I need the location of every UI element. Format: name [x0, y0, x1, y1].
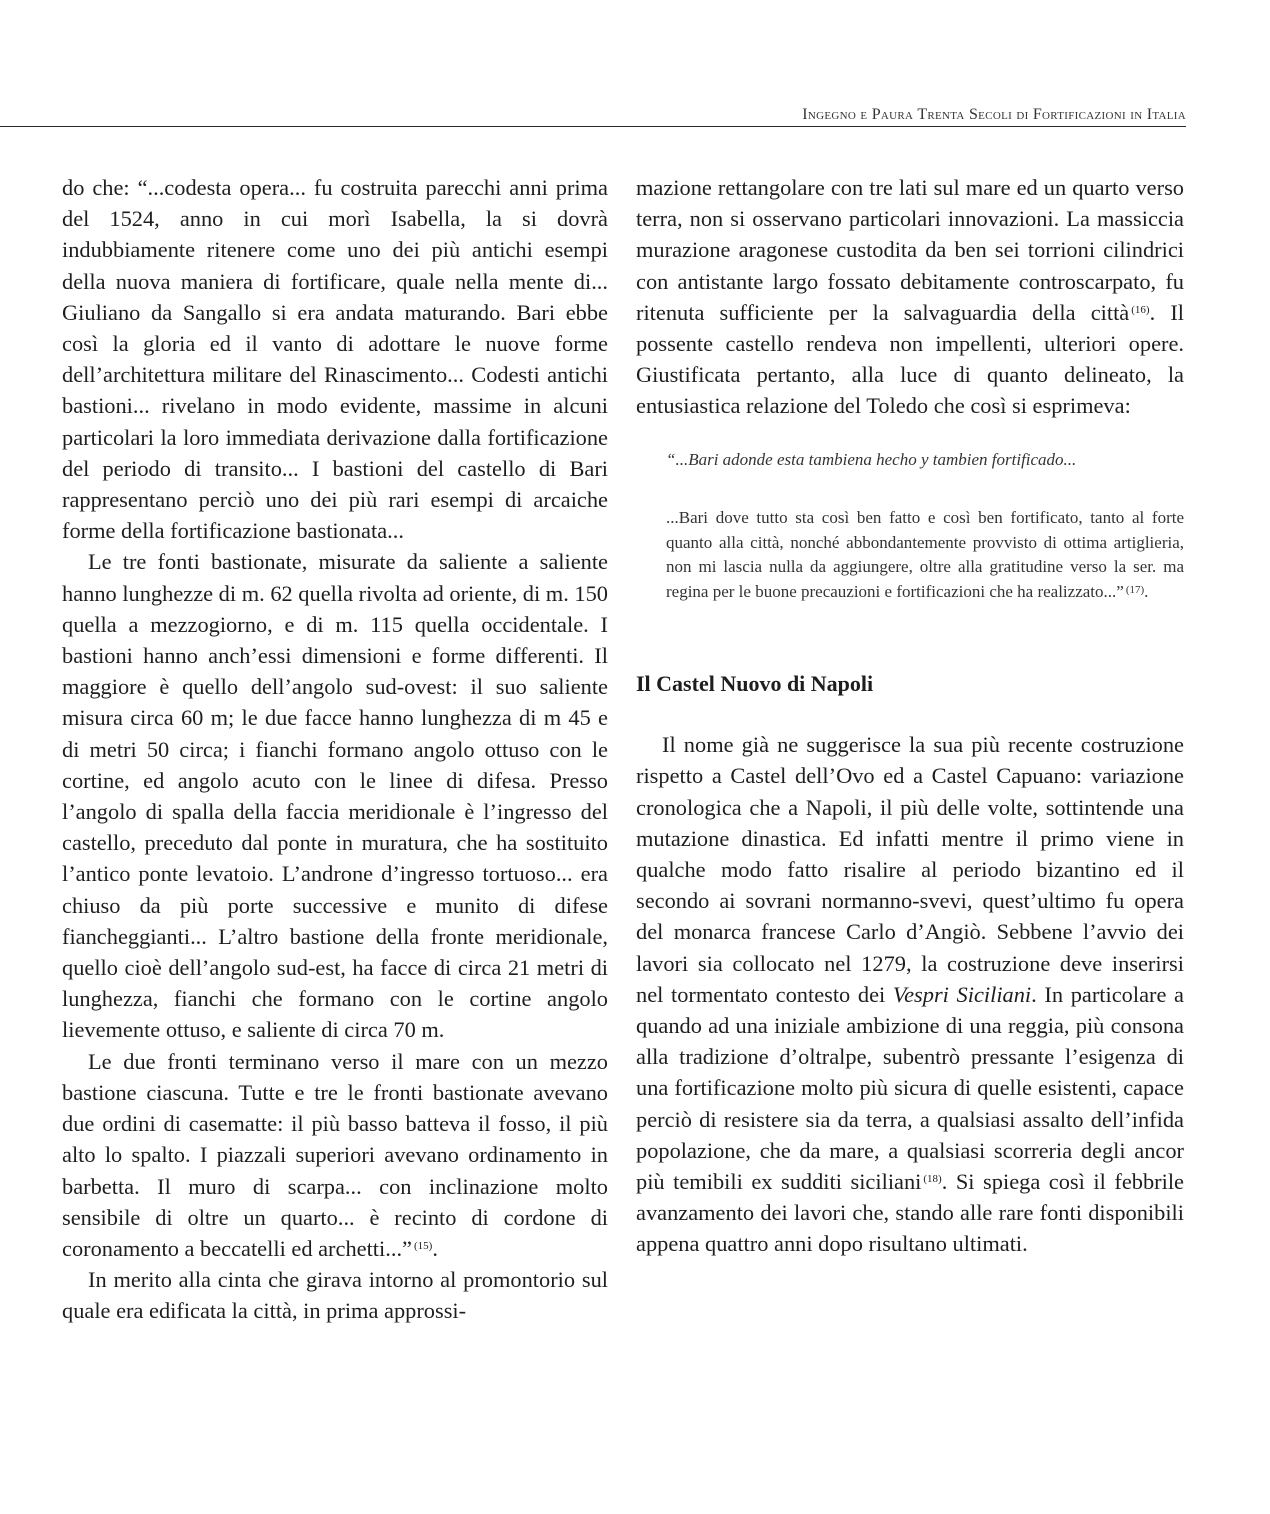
right-paragraph-2 [636, 729, 1184, 1259]
quote-italian [666, 506, 1184, 604]
running-head: Ingegno e Paura Trenta Secoli di Fortificazioni in Italia [802, 106, 1186, 123]
right-column [636, 172, 1184, 1260]
left-paragraph-3-text: Le due fronti terminano verso il mare con un mezzo bastione ciascuna. Tutte e tre le fronti bastionate avevano due ordini di casematte: il più basso batteva il fosso, il più alto lo spalto. I piazzali superiori avevano ordinamento in barbetta. Il muro di scarpa... con inclinazione molto sensibile di oltre un quarto... è recinto di cordone di coronamento a beccatelli ed archetti...” [62, 1048, 608, 1261]
right-paragraph-1-text: mazione rettangolare con tre lati sul mare ed un quarto verso terra, non si osservano particolari innovazioni. La massiccia murazione aragonese custodita da ben sei torrioni cilindrici con antistante largo fossato debitamente controscarpato, fu ritenuta sufficiente per la salvaguardia della città [636, 175, 1184, 325]
left-paragraph-3-end: . [432, 1235, 438, 1261]
footnote-ref-15: (15) [413, 1239, 433, 1252]
left-paragraph-4: In merito alla cinta che girava intorno al promontorio sul quale era edificata la città, in prima approssi- [62, 1267, 608, 1324]
left-paragraph-2: Le tre fonti bastionate, misurate da saliente a saliente hanno lunghezze di m. 62 quella rivolta ad oriente, di m. 150 quella a mezzogiorno, e di m. 115 quella occidentale. I bastioni hanno anch’essi dimensioni e forme differenti. Il maggiore è quello dell’angolo sud-ovest: il suo saliente misura circa 60 m; le due facce hanno lunghezza di m 45 e di metri 50 circa; i fianchi formano angolo ottuso con le cortine, ed angolo acuto con le linee di difesa. Presso l’angolo di spalla della faccia meridionale è l’ingresso del castello, preceduto dal ponte in muratura, che ha sostituito l’antico ponte levatoio. L’androne d’ingresso tortuoso... era chiuso da più porte successive e munito di difese fiancheggianti... L’altro bastione della fronte meridionale, quello cioè dell’angolo sud-est, ha facce di circa 21 metri di lunghezza, fianchi che formano con le cortine angolo lievemente ottuso, e saliente di circa 70 m. [62, 549, 608, 1043]
left-paragraph-3 [62, 1046, 608, 1264]
right-paragraph-2-b: . In particolare a quando ad una iniziale ambizione di una reggia, più consona alla tradizione d’oltralpe, subentrò pressante l’esigenza di una fortificazione molto più sicura di quelle esistenti, capace perciò di resistere sia da terra, a qualsiasi assalto dell’infida popolazione, che da mare, a qualsiasi scorreria degli ancor più temibili ex sudditi siciliani [636, 981, 1184, 1194]
footnote-ref-17: (17) [1125, 583, 1145, 596]
quote-italian-text: ...Bari dove tutto sta così ben fatto e così ben fortificato, tanto al forte quanto alla città, nonché abbondantemente provvisto di ottima artiglieria, non mi lascia nulla da aggiungere, oltre alla gratitudine verso la ser. ma regina per le buone precauzioni e fortificazioni che ha realizzato...” [666, 508, 1184, 601]
right-paragraph-1 [636, 172, 1184, 422]
footnote-ref-16: (16) [1131, 303, 1150, 316]
left-paragraph-1: do che: “...codesta opera... fu costruita parecchi anni prima del 1524, anno in cui morì Isabella, la si dovrà indubbiamente ritenere come uno dei più antichi esempi della nuova maniera di fortificare, quale nella mente di... Giuliano da Sangallo si era andata maturando. Bari ebbe così la gloria ed il vanto di adottare le nuove forme dell’architettura militare del Rinascimento... Codesti antichi bastioni... rivelano in modo evidente, massime in alcuni particolari la loro immediata derivazione dalla fortificazione del periodo di transito... I bastioni del castello di Bari rappresentano perciò uno dei più rari esempi di arcaiche forme della fortificazione bastionata... [62, 175, 608, 544]
quote-italian-end: . [1144, 581, 1149, 601]
right-paragraph-2-a: Il nome già ne suggerisce la sua più recente costruzione rispetto a Castel dell’Ovo ed a Castel Capuano: variazione cronologica che a Napoli, il più delle volte, sottintende una mutazione dinastica. Ed infatti mentre il primo viene in qualche modo fatto risalire al periodo bizantino ed il secondo ai sovrani normanno-svevi, quest’ultimo fu opera del monarca francese Carlo d’Angiò. Sebbene l’avvio dei lavori sia collocato nel 1279, la costruzione deve inserirsi nel tormentato contesto dei [636, 732, 1184, 1007]
right-paragraph-2-c: . Si spiega così il febbrile avanzamento dei lavori che, stando alle rare fonti disponibili appena quattro anni dopo risultano ultimati. [636, 1168, 1184, 1257]
footnote-ref-18: (18) [923, 1172, 942, 1185]
header-rule [0, 126, 1186, 127]
section-title: Il Castel Nuovo di Napoli [636, 671, 874, 697]
quote-spanish: “...Bari adonde esta tambiena hecho y tambien fortificado... [666, 449, 1077, 469]
left-column [62, 172, 608, 1327]
vespri-siciliani: Vespri Siciliani [892, 981, 1032, 1007]
right-paragraph-1-rest: . Il possente castello rendeva non impellenti, ulteriori opere. Giustificata pertanto, alla luce di quanto delineato, la entusiastica relazione del Toledo che così si esprimeva: [636, 299, 1184, 419]
